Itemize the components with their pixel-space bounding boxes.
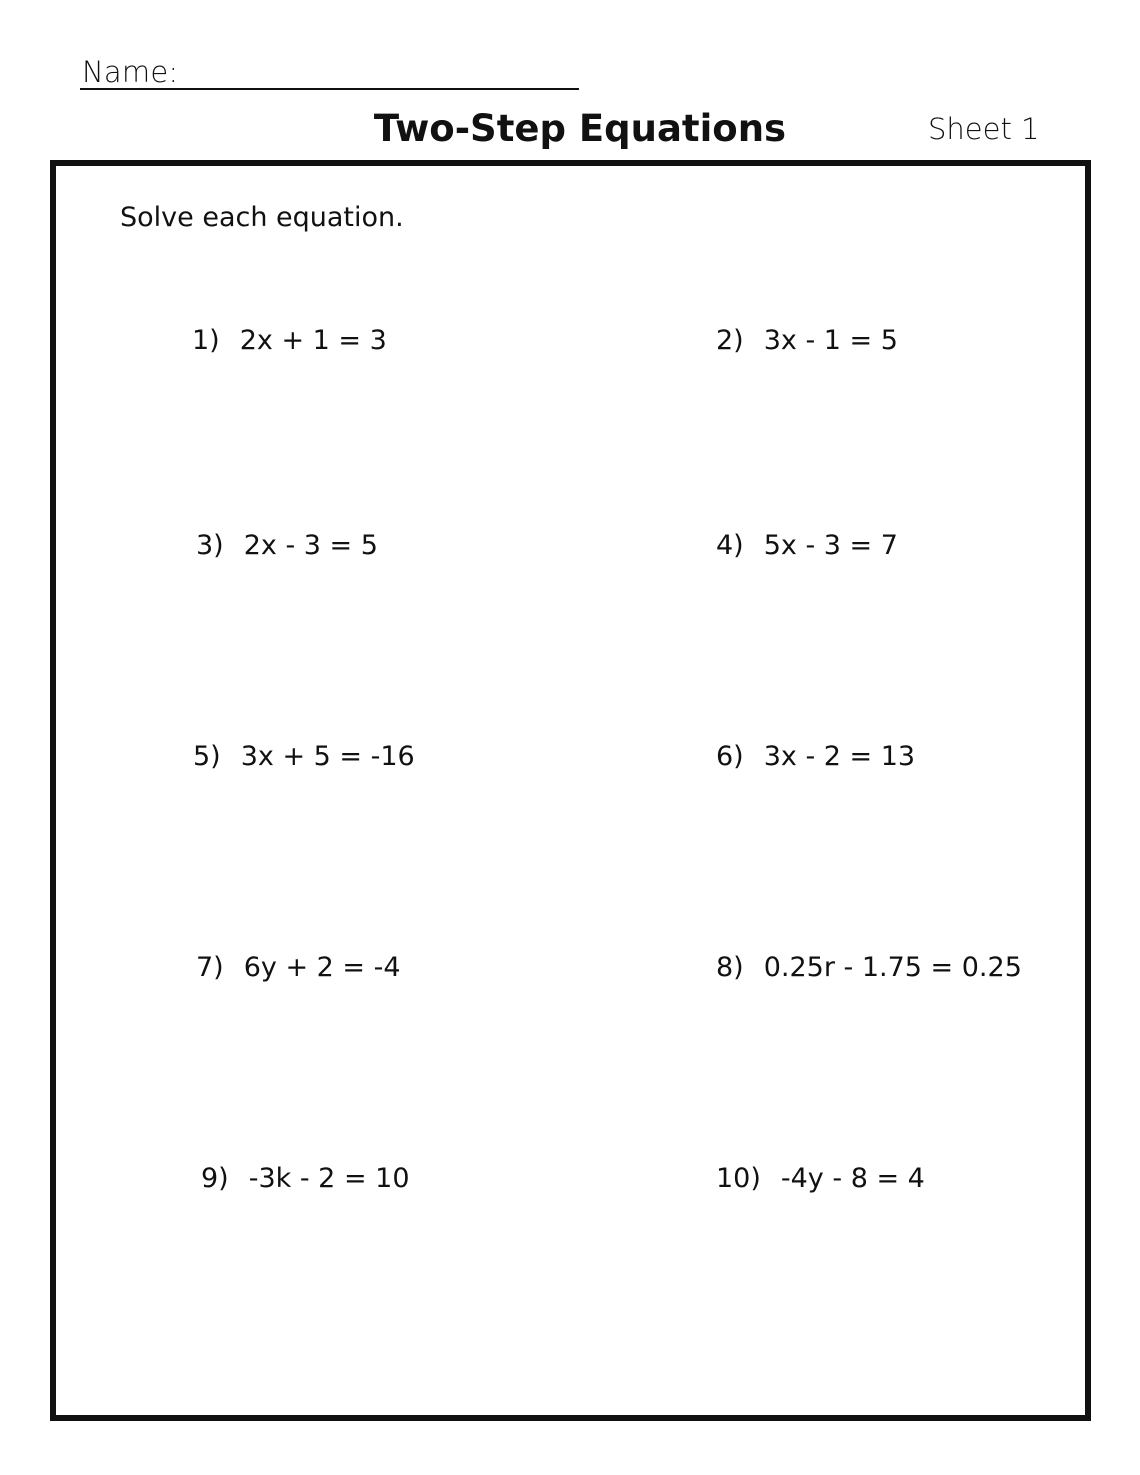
problem-item: [196, 949, 401, 987]
problem-equation: 2x - 3 = 5: [243, 530, 378, 561]
problem-number: 4): [716, 530, 744, 561]
problem-number: 9): [201, 1163, 229, 1194]
problem-item: [196, 527, 378, 565]
name-input-line[interactable]: [80, 88, 579, 90]
problem-item: [201, 1160, 410, 1198]
problem-equation: 2x + 1 = 3: [239, 325, 387, 356]
problem-number: 10): [716, 1163, 761, 1194]
problem-item: [193, 738, 415, 776]
problem-equation: 3x - 1 = 5: [763, 325, 898, 356]
problem-item: [716, 527, 898, 565]
problem-equation: 3x + 5 = -16: [240, 741, 415, 772]
problem-equation: 6y + 2 = -4: [243, 952, 401, 983]
sheet-label: Sheet 1: [928, 112, 1040, 146]
name-label: Name:: [82, 55, 179, 89]
problem-number: 2): [716, 325, 744, 356]
problem-number: 7): [196, 952, 224, 983]
problem-item: [716, 322, 898, 360]
instructions: Solve each equation.: [120, 202, 404, 233]
problem-equation: 0.25r - 1.75 = 0.25: [763, 952, 1022, 983]
problem-equation: -3k - 2 = 10: [248, 1163, 410, 1194]
problem-number: 6): [716, 741, 744, 772]
problem-item: [716, 949, 1022, 987]
problem-item: [716, 738, 915, 776]
problem-item: [716, 1160, 925, 1198]
problem-number: 3): [196, 530, 224, 561]
page-title: Two-Step Equations: [373, 107, 787, 150]
problem-number: 8): [716, 952, 744, 983]
problem-equation: 5x - 3 = 7: [763, 530, 898, 561]
problem-equation: -4y - 8 = 4: [780, 1163, 925, 1194]
problem-item: [192, 322, 387, 360]
problem-equation: 3x - 2 = 13: [763, 741, 916, 772]
problem-number: 5): [193, 741, 221, 772]
problem-number: 1): [192, 325, 220, 356]
